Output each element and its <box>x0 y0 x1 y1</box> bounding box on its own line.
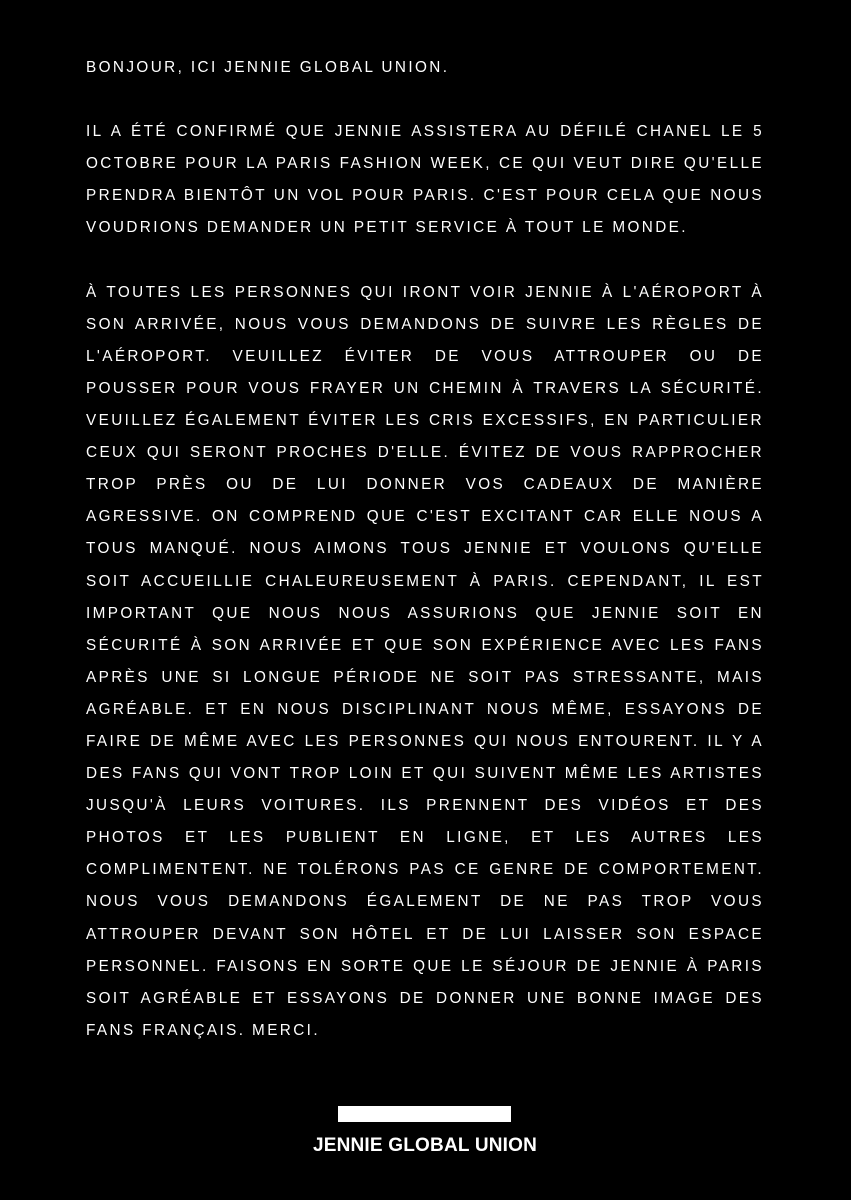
signature-name: JENNIE GLOBAL UNION <box>312 1135 538 1156</box>
paragraph-airport-guidelines: À TOUTES LES PERSONNES QUI IRONT VOIR JENNIE À L'AÉROPORT À SON ARRIVÉE, NOUS VOUS DEMANDONS DE SUIVRE LES RÈGLES DE L'AÉROPORT. VEUILLEZ ÉVITER DE VOUS ATTROUPER OU DE POUSSER POUR VOUS FRAYER UN CHEMIN À TRAVERS LA SÉCURITÉ. VEUILLEZ ÉGALEMENT ÉVITER LES CRIS EXCESSIFS, EN PARTICULIER CEUX QUI SERONT PROCHES D'ELLE. ÉVITEZ DE VOUS RAPPROCHER TROP PRÈS OU DE LUI DONNER VOS CADEAUX DE MANIÈRE AGRESSIVE. ON COMPREND QUE C'EST EXCITANT CAR ELLE NOUS A TOUS MANQUÉ. NOUS AIMONS TOUS JENNIE ET VOULONS QU'ELLE SOIT ACCUEILLIE CHALEUREUSEMENT À PARIS. CEPENDANT, IL EST IMPORTANT QUE NOUS NOUS ASSURIONS QUE JENNIE SOIT EN SÉCURITÉ À SON ARRIVÉE ET QUE SON EXPÉRIENCE AVEC LES FANS APRÈS UNE SI LONGUE PÉRIODE NE SOIT PAS STRESSANTE, MAIS AGRÉABLE. ET EN NOUS DISCIPLINANT NOUS MÊME, ESSAYONS DE FAIRE DE MÊME AVEC LES PERSONNES QUI NOUS ENTOURENT. IL Y A DES FANS QUI VONT TROP LOIN ET QUI SUIVENT MÊME LES ARTISTES JUSQU'À LEURS VOITURES. ILS PRENNENT DES VIDÉOS ET DES PHOTOS ET LES PUBLIENT EN LIGNE, ET LES AUTRES LES COMPLIMENTENT. NE TOLÉRONS PAS CE GENRE DE COMPORTEMENT. NOUS VOUS DEMANDONS ÉGALEMENT DE NE PAS TROP VOUS ATTROUPER DEVANT SON HÔTEL ET DE LUI LAISSER SON ESPACE PERSONNEL. FAISONS EN SORTE QUE LE SÉJOUR DE JENNIE À PARIS SOIT AGRÉABLE ET ESSAYONS DE DONNER UNE BONNE IMAGE DES FANS FRANÇAIS. MERCI. <box>86 283 764 1039</box>
greeting-text: BONJOUR, ICI JENNIE GLOBAL UNION. <box>86 59 450 76</box>
signature-bar-decoration <box>338 1106 511 1122</box>
letter-body <box>86 52 764 1047</box>
paragraph-announcement: IL A ÉTÉ CONFIRMÉ QUE JENNIE ASSISTERA AU DÉFILÉ CHANEL LE 5 OCTOBRE POUR LA PARIS FASHION WEEK, CE QUI VEUT DIRE QU'ELLE PRENDRA BIENTÔT UN VOL POUR PARIS. C'EST POUR CELA QUE NOUS VOUDRIONS DEMANDER UN PETIT SERVICE À TOUT LE MONDE. <box>86 123 764 237</box>
